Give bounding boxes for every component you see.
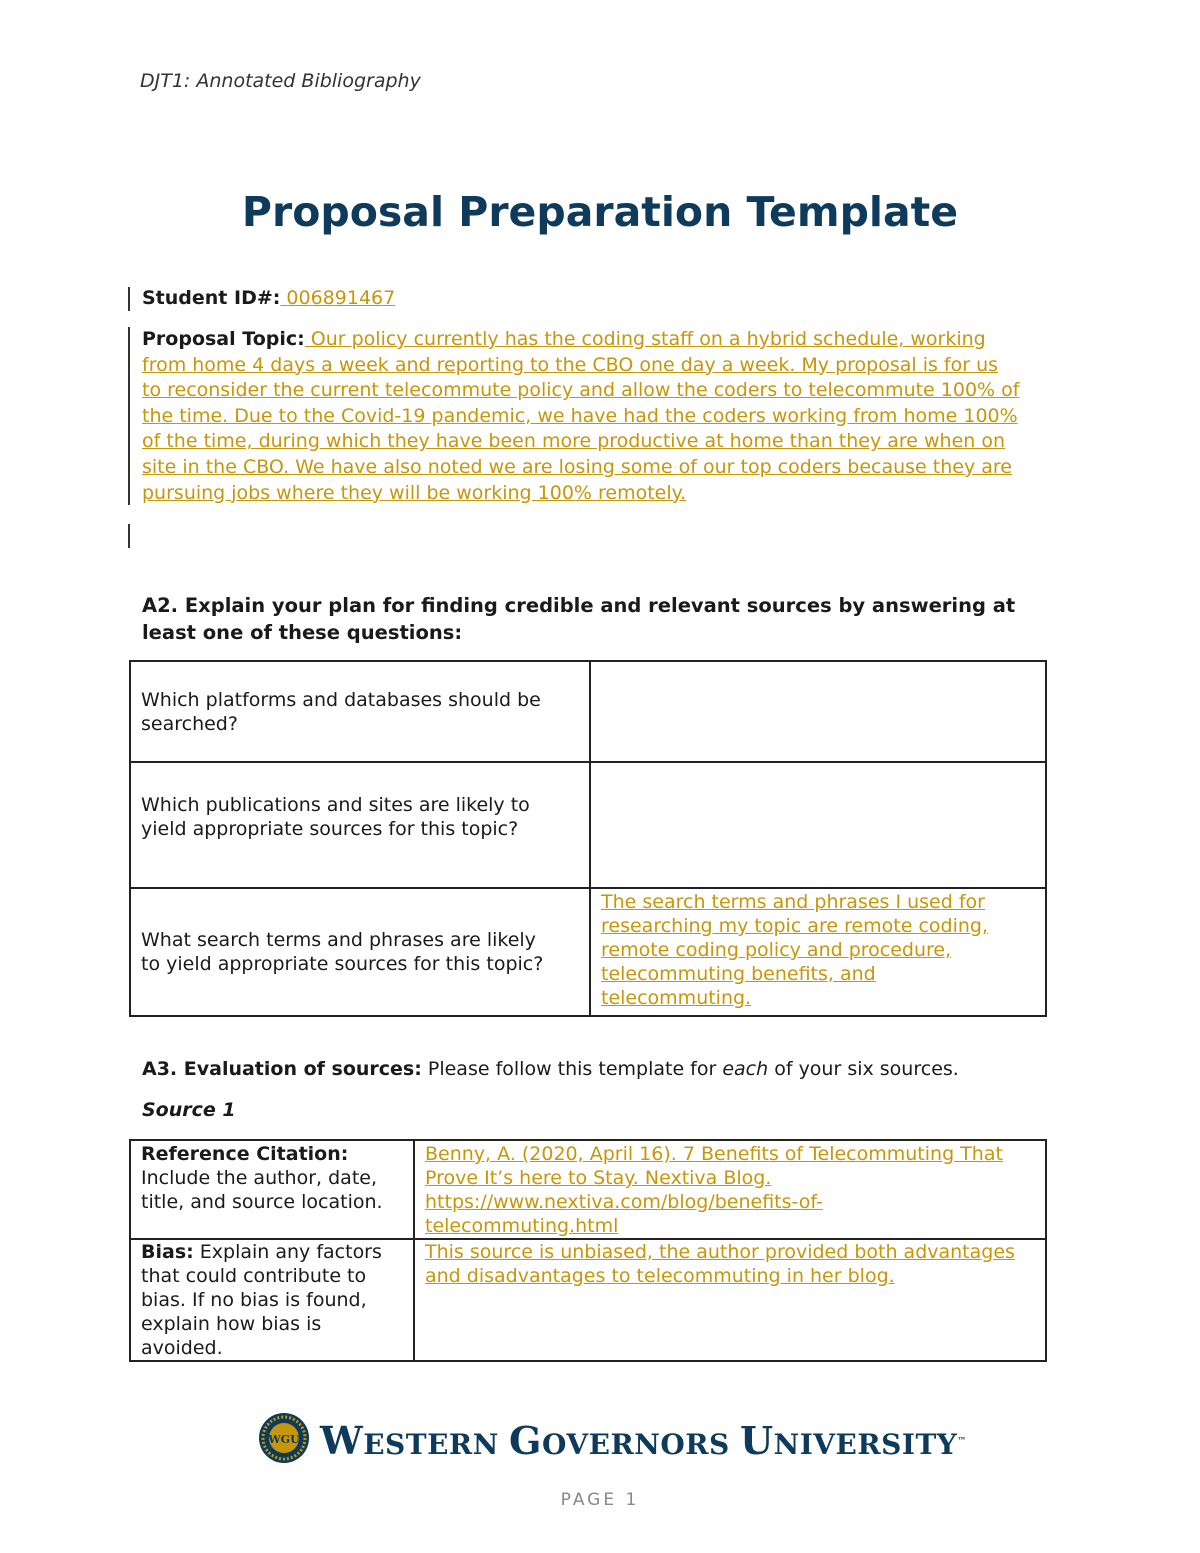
criteria-desc: that could contribute to [141,1265,367,1287]
answer-line: researching my topic are remote coding, [601,915,989,937]
source-label: Source 1 [142,1099,236,1121]
a3-label: A3. Evaluation of sources: [142,1058,422,1080]
question-line: searched? [141,712,238,735]
a2-heading-line: A2. Explain your plan for finding credible and relevant sources by answering at [142,594,1016,617]
revision-bar [128,524,130,548]
a2-heading-line: least one of these questions: [142,621,463,644]
question-line: Which publications and sites are likely to [141,794,530,816]
answer-line: This source is unbiased, the author provided both advantages [425,1241,1015,1263]
topic-line: Our policy currently has the coding staff on a hybrid schedule, working [304,328,986,350]
question-line: What search terms and phrases are likely [141,929,536,951]
answer-cell[interactable] [590,661,1046,762]
topic-line: to reconsider the current telecommute policy and allow the coders to telecommute 100% of [142,379,1020,402]
revision-bar [128,327,130,505]
seal-initials: WGU [268,1433,300,1446]
answer-cell[interactable] [414,1239,1046,1361]
answer-line: Prove It’s here to Stay. Nextiva Blog. [425,1167,772,1189]
answer-cell[interactable] [590,762,1046,888]
question-line: Which platforms and databases should be [141,688,541,711]
a3-text: Please follow this template for [421,1058,723,1080]
running-header: DJT1: Annotated Bibliography [140,70,421,92]
source-table [129,1139,1047,1362]
topic-line: the time. Due to the Covid-19 pandemic, we have had the coders working from home 100% [142,404,1018,427]
proposal-topic-label: Proposal Topic: [142,328,305,350]
table-row [130,661,1046,762]
a3-emphasis: each [722,1058,769,1080]
trademark: ™ [957,1436,967,1447]
criteria-cell [130,1239,414,1361]
criteria-desc: explain how bias is [141,1313,322,1335]
student-id-value: 006891467 [280,287,396,309]
table-row [130,888,1046,1016]
a2-heading [142,592,1015,646]
citation-link[interactable]: https://www.nextiva.com/blog/benefits-of- [425,1191,823,1213]
criteria-desc: Explain any factors [193,1241,382,1263]
table-row [130,762,1046,888]
question-line: yield appropriate sources for this topic? [141,818,519,840]
criteria-desc: avoided. [141,1337,223,1359]
criteria-label: Reference Citation: [141,1143,349,1165]
topic-line: pursuing jobs where they will be working 100% remotely. [142,481,687,504]
wordmark-cap: G [509,1418,542,1463]
criteria-cell [130,1140,414,1239]
wordmark-word: ESTERN [363,1428,499,1461]
answer-cell[interactable] [590,888,1046,1016]
student-id-row [142,286,395,312]
topic-line: of the time, during which they have been more productive at home than they are when on [142,430,1006,453]
wordmark-cap: U [739,1418,774,1463]
criteria-desc: Include the author, date, [141,1167,377,1189]
a3-text: of your six sources. [768,1058,959,1080]
answer-line: The search terms and phrases I used for [601,891,985,913]
answer-cell[interactable] [414,1140,1046,1239]
wordmark-word: OVERNORS [542,1428,730,1461]
question-line: to yield appropriate sources for this topic? [141,953,544,975]
answer-line: Benny, A. (2020, April 16). 7 Benefits of Telecommuting That [425,1143,1003,1165]
answer-line: telecommuting. [601,987,752,1009]
wgu-wordmark [320,1418,967,1463]
proposal-topic [142,327,1019,506]
citation-link[interactable]: telecommuting.html [425,1215,619,1237]
a2-table [129,660,1047,1017]
wgu-seal-icon [258,1412,310,1464]
criteria-desc: title, and source location. [141,1191,383,1213]
answer-line: remote coding policy and procedure, [601,939,952,961]
student-id-label: Student ID#: [142,287,281,309]
page-number: PAGE 1 [560,1490,640,1510]
criteria-desc: bias. If no bias is found, [141,1289,367,1311]
topic-line: from home 4 days a week and reporting to the CBO one day a week. My proposal is for us [142,353,999,376]
answer-line: and disadvantages to telecommuting in her blog. [425,1265,895,1287]
topic-line: site in the CBO. We have also noted we are losing some of our top coders because they are [142,455,1012,478]
wordmark-word: NIVERSITY [773,1428,958,1461]
table-row [130,1140,1046,1239]
a3-intro [142,1057,959,1083]
page-title: Proposal Preparation Template [241,188,959,236]
revision-bar [128,287,130,311]
table-row [130,1239,1046,1361]
question-cell [130,888,590,1016]
answer-line: telecommuting benefits, and [601,963,876,985]
wordmark-cap: W [320,1418,364,1463]
criteria-label: Bias: [141,1241,194,1263]
question-cell [130,762,590,888]
question-cell [130,661,590,762]
